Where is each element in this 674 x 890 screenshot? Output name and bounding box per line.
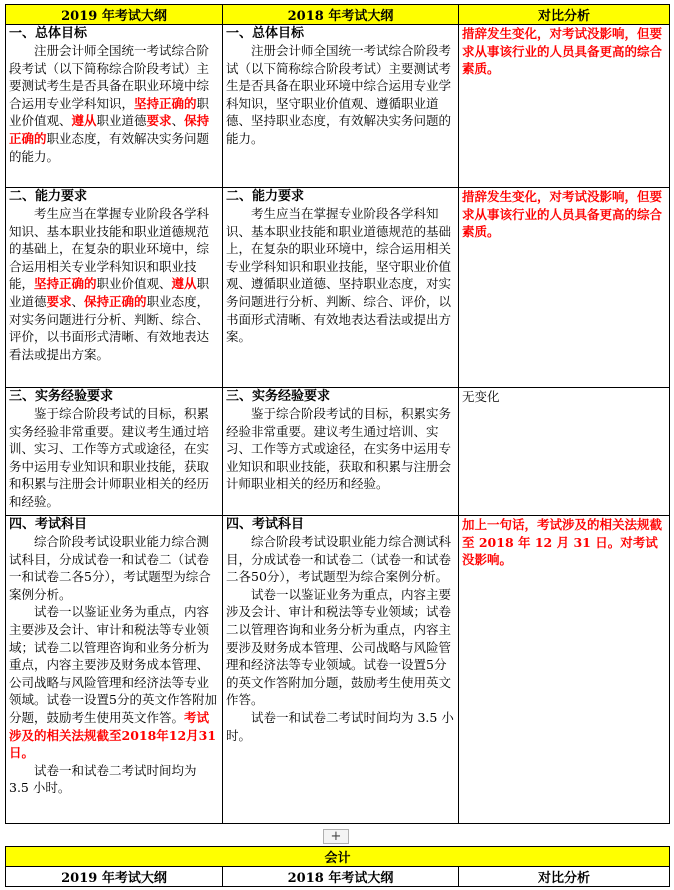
- header-2019: 2019 年考试大纲: [6, 867, 223, 887]
- body-run: 职业道德: [96, 113, 147, 129]
- cell-analysis-goal: [459, 25, 670, 188]
- highlight-text: 遵从: [71, 113, 97, 129]
- highlight-text: 坚持正确的: [34, 276, 97, 292]
- highlight-text: 要求: [146, 113, 172, 129]
- body-run: 注册会计师全国统一考试综合阶段考试（以下简称综合阶段考试）主要测试考生是否具备在职业环境中综合运用专业学科知识，坚守职业价值观、遵循职业道德、坚持职业态度，有效解决实务问题的能力。: [226, 43, 452, 146]
- highlight-text: 保持正确的: [84, 293, 147, 309]
- body-run: 综合阶段考试设职业能力综合测试科目，分成试卷一和试卷二（试卷一和试卷二各5分），考试题型为综合案例分析。: [9, 534, 211, 602]
- section-title: 一、总体目标: [226, 26, 305, 41]
- insert-row-button[interactable]: +: [323, 829, 349, 844]
- analysis-text: 措辞发生变化，对考试没影响，但要求从事该行业的人员具备更高的综合素质。: [462, 26, 663, 77]
- section-title: 二、能力要求: [226, 189, 305, 204]
- section-body: [226, 42, 455, 148]
- section-body: [9, 762, 219, 797]
- highlight-text: 坚持正确的: [134, 95, 197, 111]
- body-run: 试卷一和试卷二考试时间均为 3.5 小时。: [226, 709, 454, 743]
- cell-2018-goal: [223, 25, 459, 188]
- section-title: 四、考试科目: [9, 517, 88, 532]
- cell-analysis-subjects: [459, 516, 670, 824]
- body-run: 职业道德: [9, 276, 210, 309]
- cell-2019-ability: [6, 188, 223, 388]
- accounting-title-row: [6, 847, 670, 867]
- body-run: 试卷一和试卷二考试时间均为 3.5 小时。: [9, 762, 197, 796]
- section-body: [226, 533, 455, 586]
- row-overall-goal: [6, 25, 670, 188]
- body-run: 注册会计师全国统一考试综合阶段考试（以下简称综合阶段考试）主要测试考生是否具备在职业环境中综合运用专业学科知识，: [9, 43, 210, 111]
- section-title: 三、实务经验要求: [9, 389, 114, 404]
- cell-2019-goal: [6, 25, 223, 188]
- body-run: 试卷一以鉴证业务为重点，内容主要涉及会计、审计和税法等专业领域；试卷二以管理咨询和业务分析为重点，内容主要涉及财务成本管理、公司战略与风险管理和经济法等专业领域。试卷一设置5分的英文作答附加分题，鼓励考生使用英文作答。: [9, 604, 217, 725]
- row-experience: [6, 388, 670, 516]
- header-2019: 2019 年考试大纲: [6, 5, 223, 25]
- body-run: 试卷一以鉴证业务为重点，内容主要涉及会计、审计和税法等专业领域；试卷二以管理咨询和业务分析为重点，内容主要涉及财务成本管理、公司战略与风险管理和经济法等专业领域。试卷一设置5分的英文作答附加分题，鼓励考生使用英文作答。: [226, 586, 452, 708]
- section-body: [226, 405, 455, 493]
- section-title: 一、总体目标: [9, 26, 88, 41]
- highlight-text: 考试涉及的相关法规截至2018年12月31日。: [9, 709, 217, 761]
- accounting-title: 会计: [6, 847, 670, 867]
- header-2018: 2018 年考试大纲: [223, 5, 459, 25]
- section-title: 二、能力要求: [9, 189, 88, 204]
- analysis-text: 加上一句话，考试涉及的相关法规截至 2018 年 12 月 31 日。对考试没影响。: [462, 517, 663, 568]
- cell-2018-subjects: [223, 516, 459, 824]
- header-compare: 对比分析: [459, 5, 670, 25]
- section-body: [9, 603, 219, 761]
- section-body: [9, 405, 219, 511]
- highlight-text: 要求: [46, 293, 72, 309]
- header-compare: 对比分析: [459, 867, 670, 887]
- cell-2019-experience: [6, 388, 223, 516]
- cell-2019-subjects: [6, 516, 223, 824]
- cell-2018-experience: [223, 388, 459, 516]
- header-2018: 2018 年考试大纲: [223, 867, 459, 887]
- section-title: 四、考试科目: [226, 517, 305, 532]
- accounting-table: [5, 846, 670, 887]
- body-run: 鉴于综合阶段考试的目标，积累实务经验非常重要。建议考生通过培训、实习、工作等方式或途径，在实务中运用专业知识和职业技能，获取和积累与注册会计师职业相关的经历和经验。: [226, 406, 452, 492]
- body-run: 考生应当在掌握专业阶段各学科知识、基本职业技能和职业道德规范的基础上，在复杂的职业环境中，综合运用相关专业学科知识和职业技能，: [9, 206, 210, 292]
- cell-2018-ability: [223, 188, 459, 388]
- cell-analysis-ability: [459, 188, 670, 388]
- body-run: 鉴于综合阶段考试的目标，积累实务经验非常重要。建议考生通过培训、实习、工作等方式或途径，在实务中运用专业知识和职业技能，获取和积累与注册会计师职业相关的经历和经验。: [9, 406, 210, 509]
- accounting-header-row: [6, 867, 670, 887]
- body-run: 、: [171, 113, 185, 129]
- body-run: 职业态度，对实务问题进行分析、判断、综合、评价，以书面形式清晰、有效地表达看法或提出方案。: [9, 293, 210, 362]
- body-run: 职业态度，有效解决实务问题的能力。: [9, 130, 210, 164]
- section-body: [9, 42, 219, 165]
- section-body: [226, 709, 455, 744]
- section-body: [9, 205, 219, 363]
- body-run: 职业价值观、: [9, 95, 210, 129]
- body-run: 职业价值观、: [96, 276, 172, 292]
- section-title: 三、实务经验要求: [226, 389, 331, 404]
- row-ability: [6, 188, 670, 388]
- highlight-text: 保持正确的: [9, 113, 210, 146]
- comparison-table: [5, 4, 670, 824]
- section-body: [226, 586, 455, 709]
- section-body: [9, 533, 219, 603]
- section-body: [226, 205, 455, 346]
- highlight-text: 遵从: [171, 276, 197, 292]
- body-run: 考生应当在掌握专业阶段各学科知识、基本职业技能和职业道德规范的基础上，在复杂的职业环境中，综合运用相关专业学科知识和职业技能，坚守职业价值观、遵循职业道德、坚持职业态度，对实务问题进行分析、判断、综合、评价，以书面形式清晰、有效地表达看法或提出方案。: [226, 206, 452, 345]
- row-subjects: [6, 516, 670, 824]
- header-row: [6, 5, 670, 25]
- analysis-text: 无变化: [462, 389, 500, 404]
- cell-analysis-experience: [459, 388, 670, 516]
- analysis-text: 措辞发生变化，对考试没影响，但要求从事该行业的人员具备更高的综合素质。: [462, 189, 663, 240]
- body-run: 综合阶段考试设职业能力综合测试科目，分成试卷一和试卷二（试卷一和试卷二各50分），考试题型为综合案例分析。: [226, 534, 452, 585]
- body-run: 、: [71, 293, 85, 309]
